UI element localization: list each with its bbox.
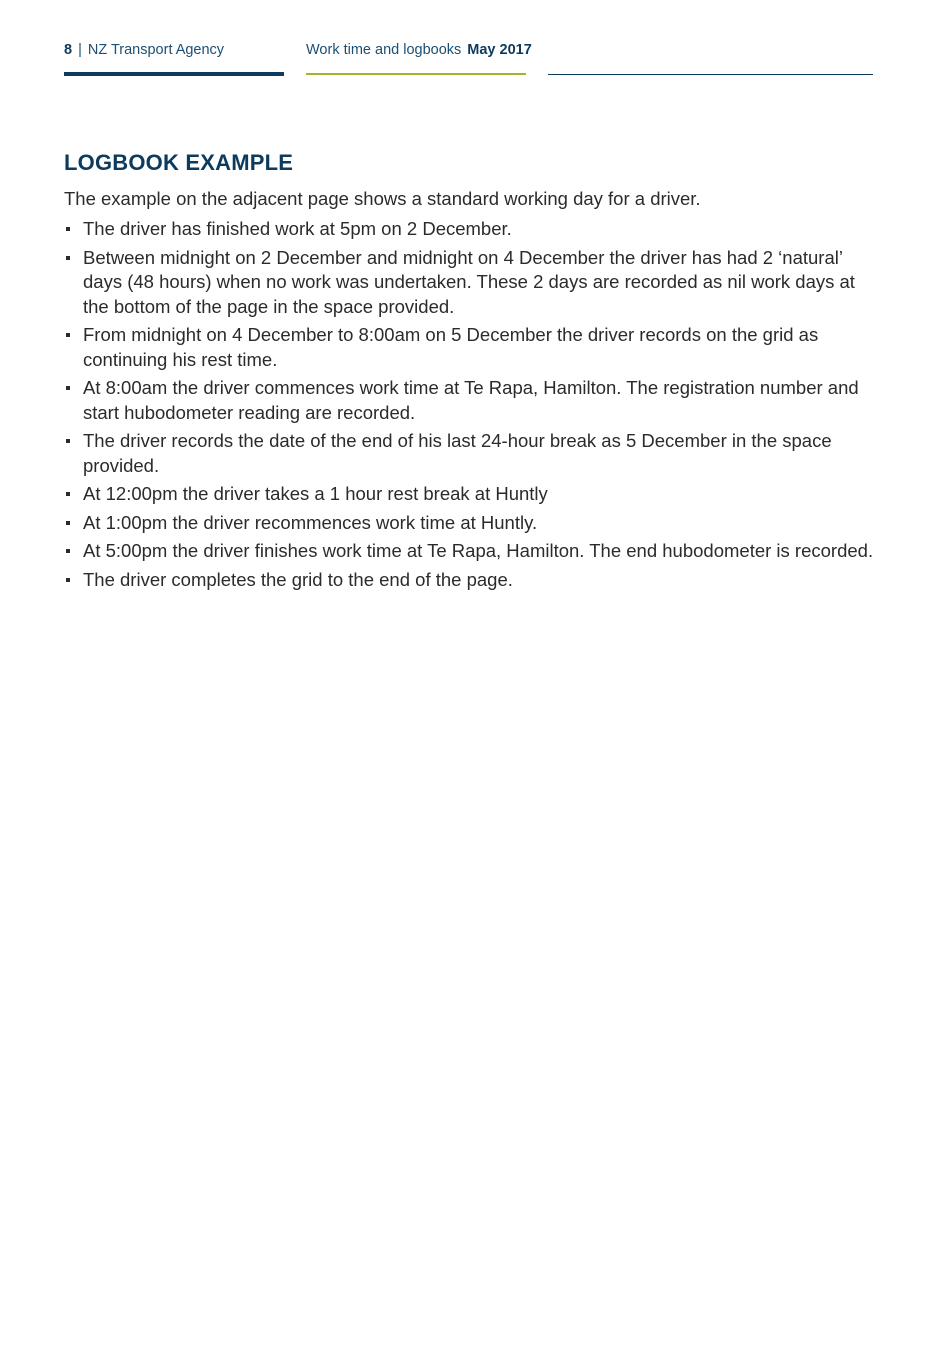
publisher-name: NZ Transport Agency	[87, 42, 225, 58]
bullet-icon	[66, 439, 70, 443]
document-date: May 2017	[467, 42, 532, 58]
list-item	[64, 323, 876, 372]
list-item	[64, 246, 876, 320]
header-left	[64, 42, 224, 58]
bullet-icon	[66, 256, 70, 260]
list-item-text: At 12:00pm the driver takes a 1 hour rest break at Huntly	[83, 483, 548, 504]
list-item-text: At 5:00pm the driver finishes work time at Te Rapa, Hamilton. The end hubodometer is recorded.	[83, 540, 874, 561]
header-rule-left	[64, 72, 284, 76]
list-item	[64, 568, 876, 593]
section-heading: LOGBOOK EXAMPLE	[64, 150, 294, 175]
page-number: 8	[64, 42, 73, 58]
list-item-text: The driver completes the grid to the end of the page.	[83, 568, 513, 590]
list-item-text: At 1:00pm the driver recommences work time at Huntly.	[83, 511, 538, 533]
bullet-icon	[66, 578, 70, 582]
list-item	[64, 429, 876, 478]
list-item	[64, 539, 876, 564]
bullet-icon	[66, 386, 70, 390]
list-item-text: From midnight on 4 December to 8:00am on 5 December the driver records on the grid as continuing his rest time.	[83, 324, 819, 370]
header-middle	[306, 42, 532, 58]
list-item-text: At 8:00am the driver commences work time at Te Rapa, Hamilton. The registration number and start hubodometer reading are recorded.	[83, 377, 859, 423]
list-item	[64, 376, 876, 425]
bullet-icon	[66, 227, 70, 231]
bullet-list	[64, 217, 876, 592]
list-item	[64, 482, 876, 507]
list-item-text: The driver has finished work at 5pm on 2 December.	[83, 218, 512, 239]
header-separator: |	[78, 42, 82, 58]
bullet-icon	[66, 521, 70, 525]
header-rule-right	[548, 74, 873, 75]
list-item	[64, 511, 876, 536]
bullet-icon	[66, 492, 70, 496]
bullet-icon	[66, 333, 70, 337]
main-content	[64, 150, 876, 596]
intro-paragraph: The example on the adjacent page shows a standard working day for a driver.	[64, 188, 701, 209]
document-title: Work time and logbooks	[306, 42, 462, 58]
list-item-text: Between midnight on 2 December and midnight on 4 December the driver has had 2 ‘natural’ days (48 hours) when no work was undertaken. These 2 days are recorded as nil work days at the bottom of the page in the space provided.	[83, 246, 855, 317]
bullet-icon	[66, 549, 70, 553]
page-header	[0, 0, 950, 80]
list-item	[64, 217, 876, 242]
list-item-text: The driver records the date of the end of his last 24-hour break as 5 December in the space provided.	[83, 430, 832, 476]
header-rule-middle	[306, 73, 526, 75]
